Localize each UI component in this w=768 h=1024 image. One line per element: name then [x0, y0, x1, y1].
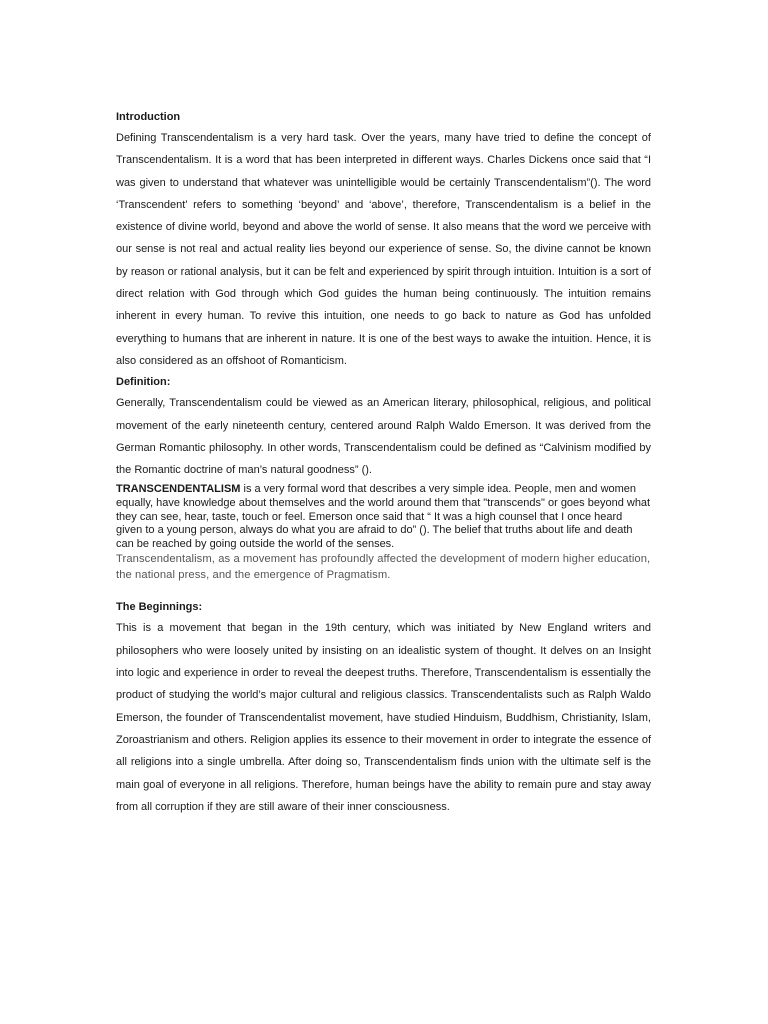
influence-paragraph: Transcendentalism, as a movement has profoundly affected the development of modern higher education, the national press, and the emergence of Pragmatism. [116, 553, 651, 582]
introduction-paragraph: Defining Transcendentalism is a very hard task. Over the years, many have tried to define the concept of Transcendentalism. It is a word that has been interpreted in different ways. Charles Dickens once said that “I was given to understand that whatever was unintelligible would be certainly Transcendentalism”(). The word ‘Transcendent’ refers to something ‘beyond’ and ‘above’, therefore, Transcendentalism is a belief in the existence of divine world, beyond and above the world of sense. It also means that the word we perceive with our sense is not real and actual reality lies beyond our experience of sense. So, the divine cannot be known by reason or rational analysis, but it can be felt and experienced by spirit through intuition. Intuition is a sort of direct relation with God through which God guides the human being continuously. The intuition remains inherent in every human. To revive this intuition, one needs to go back to nature as God has unfolded everything to humans that are inherent in nature. It is one of the best ways to awake the intuition. Hence, it is also considered as an offshoot of Romanticism. [116, 132, 651, 367]
beginnings-heading: The Beginnings: [116, 601, 203, 614]
transcendentalism-text: is a very formal word that describes a very simple idea. People, men and women equally, have knowledge about themselves and the world around them that "transcends" or goes beyond what they can see, hear, taste, touch or feel. Emerson once said that “ It was a high counsel that I once heard given to a young person, always do what you are afraid to do” (). The belief that truths about life and death can be reached by going outside the world of the senses. [116, 483, 651, 550]
document-page [116, 107, 651, 818]
definition-heading: Definition: [116, 376, 171, 389]
spacer [116, 583, 651, 597]
transcendentalism-term: TRANSCENDENTALISM [116, 483, 241, 496]
transcendentalism-paragraph [116, 483, 651, 551]
beginnings-paragraph: This is a movement that began in the 19th century, which was initiated by New England writers and philosophers who were loosely united by insisting on an idealistic system of thought. It delves on an Insight into logic and experience in order to reveal the deepest truths. Therefore, Transcendentalism is essentially the product of studying the world’s major cultural and religious classics. Transcendentalists such as Ralph Waldo Emerson, the founder of Transcendentalist movement, have studied Hinduism, Buddhism, Christianity, Islam, Zoroastrianism and others. Religion applies its essence to their movement in order to integrate the essence of all religions into a single umbrella. After doing so, Transcendentalism finds union with the ultimate self is the main goal of everyone in all religions. Therefore, human beings have the ability to remain pure and stay away from all corruption if they are still aware of their inner consciousness. [116, 622, 651, 813]
definition-paragraph: Generally, Transcendentalism could be viewed as an American literary, philosophical, religious, and political movement of the early nineteenth century, centered around Ralph Waldo Emerson. It was derived from the German Romantic philosophy. In other words, Transcendentalism could be defined as “Calvinism modified by the Romantic doctrine of man’s natural goodness” (). [116, 397, 651, 477]
introduction-heading: Introduction [116, 111, 181, 123]
